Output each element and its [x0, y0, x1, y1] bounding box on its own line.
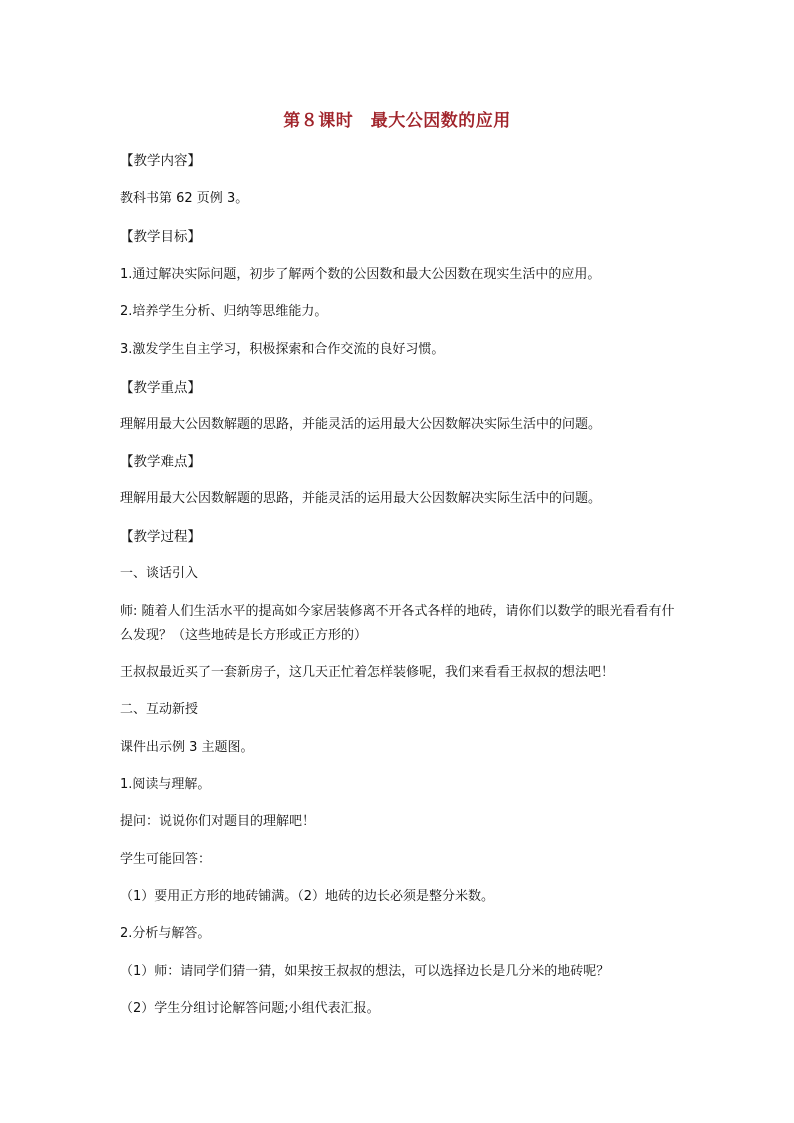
heading-teaching-goals: 【教学目标】	[120, 229, 201, 245]
paragraph-answer-items: （1）要用正方形的地砖铺满。（2）地砖的边长必须是整分米数。	[120, 889, 495, 904]
paragraph-wang-story: 王叔叔最近买了一套新房子，这几天正忙着怎样装修呢，我们来看看王叔叔的想法吧！	[120, 665, 615, 680]
paragraph-difficult-points: 理解用最大公因数解题的思路，并能灵活的运用最大公因数解决实际生活中的问题。	[120, 491, 602, 506]
heading-difficult-points: 【教学难点】	[120, 454, 201, 470]
paragraph-key-points: 理解用最大公因数解题的思路，并能灵活的运用最大公因数解决实际生活中的问题。	[120, 417, 602, 432]
paragraph-question: 提问：说说你们对题目的理解吧！	[120, 814, 316, 829]
step-read-understand: 1.阅读与理解。	[120, 777, 211, 792]
step-analyze-solve: 2.分析与解答。	[120, 926, 211, 941]
subheading-interactive-teaching: 二、互动新授	[120, 702, 199, 717]
goal-item-1: 1.通过解决实际问题，初步了解两个数的公因数和最大公因数在现实生活中的应用。	[120, 267, 601, 282]
goal-item-3: 3.激发学生自主学习，积极探索和合作交流的良好习惯。	[120, 342, 445, 357]
paragraph-textbook-reference: 教科书第 62 页例 3。	[120, 191, 249, 206]
goal-item-2: 2.培养学生分析、归纳等思维能力。	[120, 304, 328, 319]
paragraph-group-discussion: （2）学生分组讨论解答问题;小组代表汇报。	[120, 1001, 380, 1016]
paragraph-teacher-intro: 师: 随着人们生活水平的提高如今家居装修离不开各式各样的地砖，请你们以数学的眼光看看有什么发现？（这些地砖是长方形或正方形的）	[120, 604, 675, 643]
paragraph-courseware: 课件出示例 3 主题图。	[120, 740, 254, 755]
subheading-introduction: 一、谈话引入	[120, 566, 199, 581]
lesson-title: 第８课时 最大公因数的应用	[283, 111, 511, 131]
heading-key-points: 【教学重点】	[120, 380, 201, 396]
heading-teaching-process: 【教学过程】	[120, 529, 201, 545]
paragraph-guess: （1）师：请同学们猜一猜，如果按王叔叔的想法，可以选择边长是几分米的地砖呢？	[120, 964, 610, 979]
heading-teaching-content: 【教学内容】	[120, 153, 201, 169]
paragraph-student-answer: 学生可能回答：	[120, 852, 212, 867]
